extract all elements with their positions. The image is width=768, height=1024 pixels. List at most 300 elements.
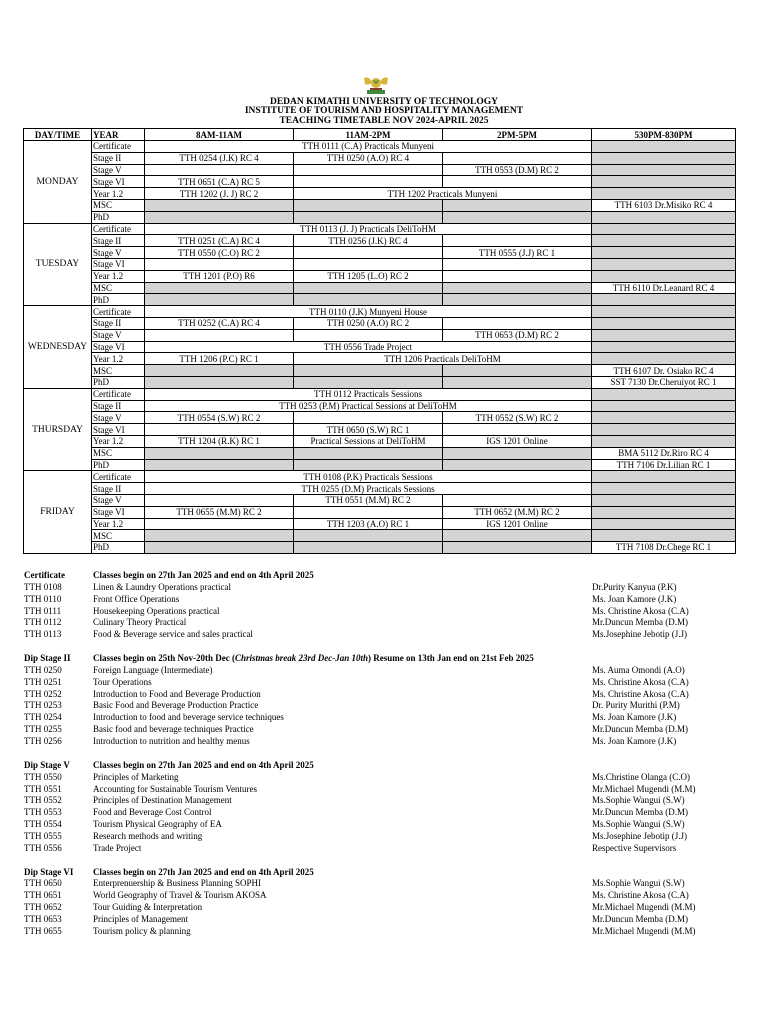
timetable-cell	[592, 353, 736, 365]
year-label: Year 1.2	[92, 188, 145, 200]
timetable	[23, 128, 736, 554]
timetable-cell	[443, 459, 592, 471]
year-label: MSC	[92, 447, 145, 459]
timetable-cell	[443, 211, 592, 223]
timetable-cell: TTH 0652 (M.M) RC 2	[443, 506, 592, 518]
timetable-cell	[592, 235, 736, 247]
timetable-cell	[443, 152, 592, 164]
timetable-cell	[294, 199, 443, 211]
timetable-cell	[294, 542, 443, 554]
timetable-cell	[145, 294, 294, 306]
timetable-cell	[592, 412, 736, 424]
timetable-cell	[443, 294, 592, 306]
timetable-row	[24, 424, 736, 436]
course-title: Foreign Language (Intermediate)	[93, 664, 213, 675]
group-code: Dip Stage VI	[24, 866, 74, 877]
timetable-cell: TTH 0650 (S.W) RC 1	[294, 424, 443, 436]
course-title: Enterprenuership & Business Planning SOPHI	[93, 878, 261, 889]
timetable-cell	[294, 176, 443, 188]
column-header-slot-3: 2PM-5PM	[443, 129, 592, 141]
course-lecturer: Dr.Purity Kanyua (P.K)	[592, 581, 677, 592]
timetable-cell	[443, 176, 592, 188]
day-label: FRIDAY	[24, 471, 92, 554]
course-lecturer: Ms.Christine Olanga (C.O)	[592, 771, 690, 782]
course-title: Linen & Laundry Operations practical	[93, 581, 231, 592]
timetable-cell	[294, 164, 443, 176]
timetable-cell: TTH 0651 (C.A) RC 5	[145, 176, 294, 188]
timetable-cell: TTH 6103 Dr.Misiko RC 4	[592, 199, 736, 211]
timetable-cell	[443, 376, 592, 388]
course-code: TTH 0110	[24, 593, 62, 604]
timetable-row	[24, 400, 736, 412]
year-label: Stage II	[92, 235, 145, 247]
course-lecturer: Ms.Sophie Wangui (S.W)	[592, 795, 685, 806]
timetable-cell	[592, 388, 736, 400]
course-row	[24, 831, 744, 843]
year-label: Year 1.2	[92, 270, 145, 282]
course-lecturer: Mr.Duncun Memba (D.M)	[592, 913, 688, 924]
year-label: Year 1.2	[92, 435, 145, 447]
course-code: TTH 0652	[24, 902, 62, 913]
timetable-row	[24, 530, 736, 542]
timetable-cell	[592, 424, 736, 436]
course-group	[24, 653, 744, 748]
course-title: Introduction to nutrition and healthy menus	[93, 735, 250, 746]
group-schedule-part: Christmas break 23rd Dec-Jan 10th	[235, 653, 369, 664]
course-lecturer: Mr.Duncun Memba (D.M)	[592, 724, 688, 735]
timetable-cell	[592, 176, 736, 188]
course-code: TTH 0551	[24, 783, 62, 794]
year-label: MSC	[92, 365, 145, 377]
course-lecturer: Ms. Christine Akosa (C.A)	[592, 676, 689, 687]
timetable-cell: IGS 1201 Online	[443, 518, 592, 530]
course-lecturer: Mr.Michael Mugendi (M.M)	[592, 783, 696, 794]
group-code: Dip Stage V	[24, 759, 70, 770]
course-lecturer: Ms. Joan Kamore (J.K)	[592, 593, 677, 604]
course-row	[24, 712, 744, 724]
course-title: Front Office Operations	[93, 593, 180, 604]
timetable-row	[24, 223, 736, 235]
course-group-header	[24, 867, 744, 879]
timetable-cell	[443, 235, 592, 247]
timetable-row	[24, 211, 736, 223]
timetable-cell: TTH 0256 (J.K) RC 4	[294, 235, 443, 247]
timetable-cell	[592, 530, 736, 542]
timetable-cell	[145, 494, 294, 506]
year-label: PhD	[92, 376, 145, 388]
course-code: TTH 0112	[24, 617, 62, 628]
timetable-cell: TTH 1206 (P.C) RC 1	[145, 353, 294, 365]
year-label: Stage II	[92, 400, 145, 412]
timetable-row	[24, 435, 736, 447]
course-row	[24, 677, 744, 689]
course-title: Accounting for Sustainable Tourism Ventures	[93, 783, 258, 794]
timetable-row	[24, 235, 736, 247]
timetable-cell	[592, 294, 736, 306]
year-label: Stage V	[92, 247, 145, 259]
course-code: TTH 0256	[24, 735, 62, 746]
course-code: TTH 0111	[24, 605, 62, 616]
timetable-cell	[592, 211, 736, 223]
timetable-cell: TTH 0108 (P.K) Practicals Sessions	[145, 471, 592, 483]
course-title: Tourism Physical Geography of EA	[93, 819, 222, 830]
timetable-row	[24, 518, 736, 530]
course-code: TTH 0555	[24, 830, 62, 841]
course-lecturer: Respective Supervisors	[592, 842, 677, 853]
timetable-row	[24, 494, 736, 506]
timetable-row	[24, 188, 736, 200]
timetable-cell: Practical Sessions at DeliToHM	[294, 435, 443, 447]
timetable-header-row	[24, 129, 736, 141]
timetable-cell	[294, 294, 443, 306]
timetable-row	[24, 294, 736, 306]
course-code: TTH 0655	[24, 925, 62, 936]
course-title: Housekeeping Operations practical	[93, 605, 220, 616]
year-label: Stage VI	[92, 176, 145, 188]
timetable-cell: TTH 0653 (D.M) RC 2	[443, 329, 592, 341]
timetable-cell	[294, 459, 443, 471]
timetable-cell	[145, 258, 294, 270]
timetable-cell	[294, 530, 443, 542]
column-header-slot-2: 11AM-2PM	[294, 129, 443, 141]
course-lecturer: Dr. Purity Murithi (P.M)	[592, 700, 680, 711]
timetable-cell	[592, 270, 736, 282]
timetable-row	[24, 329, 736, 341]
course-title: Basic Food and Beverage Production Practice	[93, 700, 259, 711]
course-title: Principles of Destination Management	[93, 795, 232, 806]
course-row	[24, 724, 744, 736]
course-lecturer: Ms.Sophie Wangui (S.W)	[592, 878, 685, 889]
timetable-cell	[443, 530, 592, 542]
course-row	[24, 878, 744, 890]
year-label: PhD	[92, 294, 145, 306]
day-label: WEDNESDAY	[24, 306, 92, 389]
timetable-cell: TTH 0553 (D.M) RC 2	[443, 164, 592, 176]
year-label: Stage II	[92, 317, 145, 329]
year-label: Certificate	[92, 471, 145, 483]
course-group	[24, 570, 744, 641]
timetable-row	[24, 483, 736, 495]
course-row	[24, 689, 744, 701]
year-label: Certificate	[92, 223, 145, 235]
course-code: TTH 0251	[24, 676, 62, 687]
year-label: Stage II	[92, 483, 145, 495]
timetable-row	[24, 459, 736, 471]
timetable-row	[24, 471, 736, 483]
timetable-cell	[443, 365, 592, 377]
timetable-cell	[592, 141, 736, 153]
timetable-cell: TTH 0255 (D.M) Practicals Sessions	[145, 483, 592, 495]
course-title: Principles of Marketing	[93, 771, 179, 782]
timetable-cell	[145, 329, 294, 341]
group-code: Certificate	[24, 570, 65, 580]
timetable-cell	[145, 282, 294, 294]
course-code: TTH 0556	[24, 842, 62, 853]
year-label: MSC	[92, 530, 145, 542]
course-code: TTH 0253	[24, 700, 62, 711]
timetable-cell	[294, 506, 443, 518]
timetable-cell: SST 7130 Dr.Cheruiyot RC 1	[592, 376, 736, 388]
course-code: TTH 0550	[24, 771, 62, 782]
course-lecturer: Ms. Christine Akosa (C.A)	[592, 890, 689, 901]
course-lecturer: Mr.Duncun Memba (D.M)	[592, 807, 688, 818]
timetable-cell	[592, 483, 736, 495]
timetable-row	[24, 199, 736, 211]
timetable-cell: TTH 0254 (J.K) RC 4	[145, 152, 294, 164]
timetable-row	[24, 365, 736, 377]
timetable-cell: TTH 0556 Trade Project	[145, 341, 592, 353]
timetable-cell	[443, 317, 592, 329]
year-label: Certificate	[92, 141, 145, 153]
course-lecturer: Ms.Sophie Wangui (S.W)	[592, 819, 685, 830]
timetable-cell: TTH 1202 (J. J) RC 2	[145, 188, 294, 200]
timetable-cell	[592, 247, 736, 259]
course-title: Introduction to food and beverage service techniques	[93, 712, 284, 723]
timetable-row	[24, 141, 736, 153]
course-lecturer: Ms.Josephine Jebotip (J.J)	[592, 830, 687, 841]
timetable-cell	[592, 164, 736, 176]
timetable-cell	[294, 258, 443, 270]
column-header-slot-4: 530PM-830PM	[592, 129, 736, 141]
timetable-cell: TTH 0111 (C.A) Practicals Munyeni	[145, 141, 592, 153]
course-title: Basic food and beverage techniques Practice	[93, 724, 254, 735]
course-code: TTH 0554	[24, 819, 62, 830]
timetable-cell: TTH 1203 (A.O) RC 1	[294, 518, 443, 530]
course-title: Research methods and writing	[93, 830, 203, 841]
timetable-cell	[294, 447, 443, 459]
course-row	[24, 807, 744, 819]
year-label: Certificate	[92, 306, 145, 318]
timetable-cell	[145, 530, 294, 542]
day-label: MONDAY	[24, 141, 92, 224]
year-label: Stage V	[92, 164, 145, 176]
course-group	[24, 760, 744, 855]
group-schedule	[93, 653, 534, 665]
course-row	[24, 843, 744, 855]
timetable-cell: TTH 0554 (S.W) RC 2	[145, 412, 294, 424]
timetable-cell	[592, 494, 736, 506]
timetable-cell: TTH 0551 (M.M) RC 2	[294, 494, 443, 506]
timetable-cell	[145, 199, 294, 211]
course-row	[24, 795, 744, 807]
year-label: PhD	[92, 459, 145, 471]
timetable-cell	[145, 518, 294, 530]
timetable-cell: TTH 0552 (S.W) RC 2	[443, 412, 592, 424]
timetable-cell	[443, 199, 592, 211]
course-lecturer: Mr.Michael Mugendi (M.M)	[592, 925, 696, 936]
timetable-cell: TTH 0250 (A.O) RC 2	[294, 317, 443, 329]
year-label: Stage V	[92, 494, 145, 506]
timetable-cell	[443, 424, 592, 436]
timetable-row	[24, 164, 736, 176]
timetable-cell	[592, 317, 736, 329]
course-row	[24, 665, 744, 677]
timetable-row	[24, 306, 736, 318]
course-code: TTH 0113	[24, 629, 62, 640]
timetable-cell: TTH 0110 (J.K) Munyeni House	[145, 306, 592, 318]
course-code: TTH 0553	[24, 807, 62, 818]
timetable-cell: TTH 0252 (C.A) RC 4	[145, 317, 294, 329]
group-schedule-part: ) Resume on 13th Jan end on 21st Feb 2025	[368, 653, 534, 664]
timetable-cell	[145, 211, 294, 223]
column-header-day: DAY/TIME	[24, 129, 92, 141]
timetable-cell: TTH 6110 Dr.Leanard RC 4	[592, 282, 736, 294]
column-header-slot-1: 8AM-11AM	[145, 129, 294, 141]
timetable-row	[24, 258, 736, 270]
year-label: Stage V	[92, 412, 145, 424]
course-group	[24, 867, 744, 938]
timetable-cell	[145, 164, 294, 176]
timetable-cell	[145, 459, 294, 471]
course-title: Trade Project	[93, 842, 142, 853]
course-row	[24, 819, 744, 831]
timetable-row	[24, 282, 736, 294]
course-row	[24, 629, 744, 641]
timetable-cell	[592, 329, 736, 341]
timetable-row	[24, 542, 736, 554]
year-label: Year 1.2	[92, 353, 145, 365]
course-group-header	[24, 570, 744, 582]
timetable-cell	[294, 376, 443, 388]
timetable-cell: TTH 0251 (C.A) RC 4	[145, 235, 294, 247]
timetable-cell: TTH 0253 (P.M) Practical Sessions at DeliToHM	[145, 400, 592, 412]
timetable-cell: TTH 1204 (R.K) RC 1	[145, 435, 294, 447]
year-label: PhD	[92, 211, 145, 223]
year-label: MSC	[92, 199, 145, 211]
course-lecturer: Ms. Christine Akosa (C.A)	[592, 688, 689, 699]
university-logo	[361, 74, 391, 96]
course-title: Tour Guiding & Interpretation	[93, 902, 203, 913]
course-row	[24, 926, 744, 938]
group-schedule: Classes begin on 27th Jan 2025 and end on 4th April 2025	[93, 866, 314, 877]
course-code: TTH 0552	[24, 795, 62, 806]
timetable-row	[24, 447, 736, 459]
timetable-cell	[294, 329, 443, 341]
year-label: Year 1.2	[92, 518, 145, 530]
timetable-cell	[294, 282, 443, 294]
timetable-cell: TTH 0550 (C.O) RC 2	[145, 247, 294, 259]
timetable-cell	[592, 306, 736, 318]
timetable-cell	[592, 341, 736, 353]
course-title: World Geography of Travel & Tourism AKOSA	[93, 890, 267, 901]
timetable-cell	[592, 471, 736, 483]
course-row	[24, 902, 744, 914]
timetable-cell	[592, 258, 736, 270]
year-label: Stage VI	[92, 424, 145, 436]
group-schedule: Classes begin on 27th Jan 2025 and end on 4th April 2025	[93, 759, 314, 770]
course-title: Food & Beverage service and sales practical	[93, 629, 253, 640]
year-label: MSC	[92, 282, 145, 294]
timetable-row	[24, 376, 736, 388]
course-code: TTH 0650	[24, 878, 62, 889]
timetable-cell	[294, 247, 443, 259]
group-schedule: Classes begin on 27th Jan 2025 and end on 4th April 2025	[93, 570, 314, 580]
timetable-cell: TTH 1206 Practicals DeliToHM	[294, 353, 592, 365]
timetable-title: TEACHING TIMETABLE NOV 2024-APRIL 2025	[279, 116, 489, 126]
year-label: Stage II	[92, 152, 145, 164]
timetable-cell: TTH 0655 (M.M) RC 2	[145, 506, 294, 518]
timetable-cell: TTH 1201 (P.O) R6	[145, 270, 294, 282]
timetable-cell: TTH 0113 (J. J) Practicals DeliToHM	[145, 223, 592, 235]
course-lecturer: Ms. Auma Omondi (A.O)	[592, 664, 685, 675]
course-group-header	[24, 653, 744, 665]
timetable-cell	[443, 542, 592, 554]
course-title: Introduction to Food and Beverage Production	[93, 688, 261, 699]
timetable-cell	[592, 518, 736, 530]
course-row	[24, 582, 744, 594]
course-title: Culinary Theory Practical	[93, 617, 187, 628]
timetable-row	[24, 176, 736, 188]
course-row	[24, 617, 744, 629]
timetable-cell	[145, 376, 294, 388]
course-code: TTH 0653	[24, 913, 62, 924]
course-row	[24, 772, 744, 784]
year-label: Certificate	[92, 388, 145, 400]
timetable-cell	[145, 447, 294, 459]
course-code: TTH 0254	[24, 712, 62, 723]
timetable-row	[24, 247, 736, 259]
course-lecturer: Ms. Joan Kamore (J.K)	[592, 735, 677, 746]
timetable-cell: TTH 7108 Dr.Chege RC 1	[592, 542, 736, 554]
timetable-cell: BMA 5112 Dr.Riro RC 4	[592, 447, 736, 459]
course-row	[24, 914, 744, 926]
day-label: TUESDAY	[24, 223, 92, 306]
course-title: Tour Operations	[93, 676, 152, 687]
timetable-row	[24, 412, 736, 424]
timetable-cell: IGS 1201 Online	[443, 435, 592, 447]
course-row	[24, 606, 744, 618]
course-row	[24, 594, 744, 606]
year-label: Stage VI	[92, 258, 145, 270]
course-group-header	[24, 760, 744, 772]
timetable-cell	[592, 506, 736, 518]
timetable-cell	[443, 494, 592, 506]
timetable-row	[24, 388, 736, 400]
university-name: DEDAN KIMATHI UNIVERSITY OF TECHNOLOGY	[269, 97, 499, 107]
timetable-cell: TTH 1202 Practicals Munyeni	[294, 188, 592, 200]
timetable-cell	[145, 542, 294, 554]
course-lecturer: Ms. Christine Akosa (C.A)	[592, 605, 689, 616]
course-row	[24, 784, 744, 796]
timetable-cell	[443, 258, 592, 270]
course-lecturer: Ms.Josephine Jebotip (J.J)	[592, 629, 687, 640]
course-title: Food and Beverage Cost Control	[93, 807, 212, 818]
course-notes	[24, 570, 744, 950]
timetable-row	[24, 341, 736, 353]
course-code: TTH 0252	[24, 688, 62, 699]
course-lecturer: Mr.Michael Mugendi (M.M)	[592, 902, 696, 913]
timetable-cell	[294, 365, 443, 377]
timetable-cell: TTH 0250 (A.O) RC 4	[294, 152, 443, 164]
group-code: Dip Stage II	[24, 653, 71, 664]
course-code: TTH 0255	[24, 724, 62, 735]
timetable-row	[24, 317, 736, 329]
timetable-cell	[443, 447, 592, 459]
timetable-cell	[592, 400, 736, 412]
course-code: TTH 0651	[24, 890, 62, 901]
timetable-cell	[443, 270, 592, 282]
timetable-cell	[145, 424, 294, 436]
timetable-cell	[592, 188, 736, 200]
year-label: Stage VI	[92, 506, 145, 518]
timetable-cell	[592, 435, 736, 447]
course-code: TTH 0250	[24, 664, 62, 675]
institute-name: INSTITUTE OF TOURISM AND HOSPITALITY MANAGEMENT	[244, 106, 524, 116]
timetable-cell	[145, 365, 294, 377]
course-title: Tourism policy & planning	[93, 925, 191, 936]
timetable-cell: TTH 6107 Dr. Osiako RC 4	[592, 365, 736, 377]
timetable-cell	[294, 412, 443, 424]
